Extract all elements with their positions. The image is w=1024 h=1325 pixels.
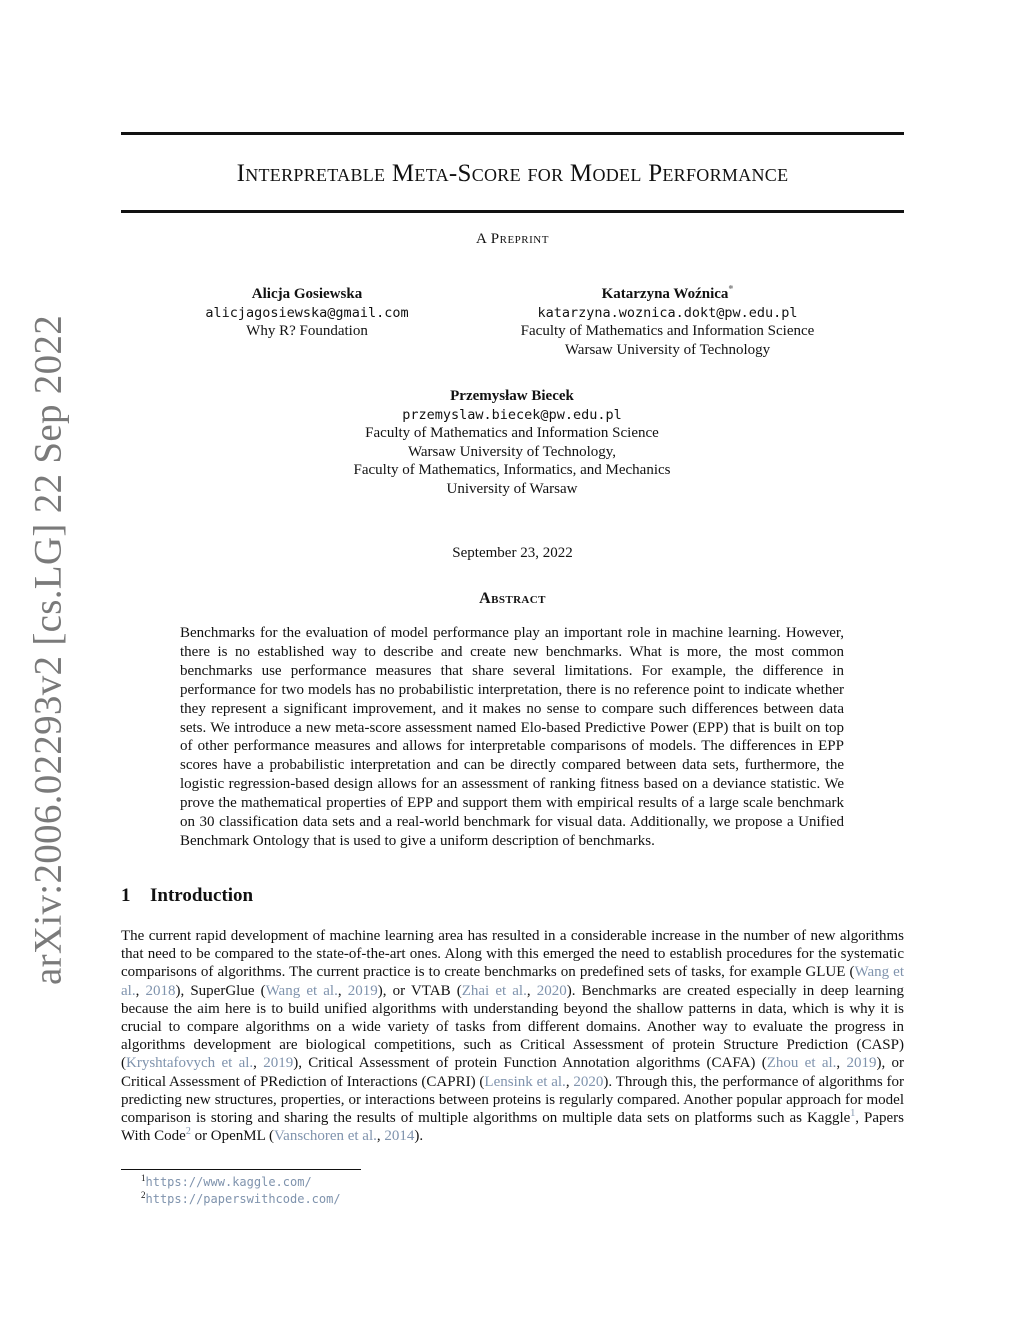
citation-link[interactable]: Wang et al. <box>265 982 338 999</box>
footnote-number: 2 <box>141 1190 146 1200</box>
citation-year-link[interactable]: 2014 <box>384 1128 415 1145</box>
footnote-number: 1 <box>141 1173 146 1183</box>
author-affiliation: Faculty of Mathematics and Information Science <box>520 323 815 339</box>
intro-text: or OpenML ( <box>190 1128 274 1145</box>
intro-text: ), SuperGlue ( <box>175 982 266 999</box>
citation-separator: , <box>526 982 537 999</box>
author-affiliation: Warsaw University of Technology <box>564 341 771 358</box>
intro-text: ), or Critical Assessment of PRediction of Interactions (CAPRI) ( <box>121 1055 904 1090</box>
citation-link[interactable]: Lensink et al. <box>484 1073 566 1090</box>
author-affiliation: Faculty of Mathematics and Information Science <box>365 425 659 441</box>
intro-text: The current rapid development of machine learning area has resulted in a considerable increase in the number of new algorithms that need to be compared to the state-of-the-art ones. Along with this emerged the need to establish procedures for the systematic comparisons of algorithms. The current practice is to create benchmarks on predefined sets of tasks, for example GLUE ( <box>121 928 904 981</box>
author-block <box>312 387 712 498</box>
intro-text: ), or VTAB ( <box>377 982 462 999</box>
publication-date: September 23, 2022 <box>452 545 573 561</box>
citation-separator: , <box>376 1128 385 1145</box>
footnote-rule <box>121 1169 361 1170</box>
footnote-ref[interactable]: 1 <box>850 1108 856 1120</box>
abstract-heading: Abstract <box>479 590 546 607</box>
author-affiliation: Faculty of Mathematics, Informatics, and Mechanics <box>353 462 671 478</box>
citation-separator: , <box>565 1073 574 1090</box>
author-block <box>162 285 452 341</box>
footnote-url[interactable]: https://www.kaggle.com/ <box>145 1175 312 1189</box>
citation-authors: Wang et al. <box>121 964 904 999</box>
citation-separator: , <box>337 982 348 999</box>
arxiv-identifier: arXiv:2006.02293v2 [cs.LG] 22 Sep 2022 <box>26 315 70 985</box>
title-rule-top <box>121 132 904 135</box>
citation-separator: , <box>836 1055 847 1072</box>
author-affiliation: Why R? Foundation <box>246 323 368 339</box>
footnote-url[interactable]: https://paperswithcode.com/ <box>145 1192 341 1206</box>
section-number: 1 <box>121 885 131 906</box>
citation-separator: , <box>135 982 146 999</box>
intro-text: , Papers With Code <box>121 1110 904 1145</box>
author-affiliation: University of Warsaw <box>446 480 578 497</box>
title-rule-bottom <box>121 210 904 213</box>
author-affiliation: Warsaw University of Technology, <box>407 443 617 460</box>
preprint-label: A Preprint <box>476 231 549 247</box>
author-name: Przemysław Biecek <box>450 388 574 404</box>
author-block <box>490 285 845 359</box>
author-name: Alicja Gosiewska <box>251 286 363 302</box>
section-heading <box>121 885 253 907</box>
author-name-line <box>490 285 845 304</box>
footnote-ref[interactable]: 2 <box>185 1126 191 1138</box>
paper-title: Interpretable Meta-Score for Model Performance <box>236 160 789 187</box>
citation-link[interactable]: Zhou et al. <box>766 1055 837 1072</box>
intro-text: ). Benchmarks are created especially in deep learning because the aim here is to build unified algorithms with understanding beyond the shallow patterns in data, which is why it is crucial to compare algorithms on a wide variety of tasks from different domains. Another way to evaluate the progress in algorithms development are biological competitions, such as Critical Assessment of protein Structure Prediction (CASP) ( <box>121 982 904 1072</box>
footnote <box>141 1175 312 1189</box>
section-title: Introduction <box>150 885 254 906</box>
author-email[interactable]: katarzyna.woznica.dokt@pw.edu.pl <box>537 304 798 321</box>
citation-year-link[interactable]: 2019 <box>347 982 378 999</box>
introduction-paragraph <box>121 927 904 1145</box>
author-name: Katarzyna Woźnica <box>601 286 729 302</box>
author-email[interactable]: przemyslaw.biecek@pw.edu.pl <box>402 406 622 423</box>
abstract-text: Benchmarks for the evaluation of model performance play an important role in machine learning. However, there is no established way to describe and create new benchmarks. What is more, the most common benchmarks use performance measures that share several limitations. For example, the difference in performance for two models has no probabilistic interpretation, there is no reference point to indicate whether they represent a significant improvement, and it makes no sense to compare such differences between data sets. We introduce a new meta-score assessment named Elo-based Predictive Power (EPP) that is built on top of other performance measures and allows for interpretable comparisons of models. The differences in EPP scores have a probabilistic interpretation and can be directly compared between data sets, furthermore, the logistic regression-based design allows for an assessment of ranking fitness based on a deviance statistic. We prove the mathematical properties of EPP and support them with empirical results of a large scale benchmark on 30 classification data sets and a real-world benchmark for visual data. Additionally, we propose a Unified Benchmark Ontology that is used to give a uniform description of benchmarks. <box>180 625 844 849</box>
citation-separator: , <box>253 1055 264 1072</box>
citation-year-link[interactable]: 2019 <box>846 1055 877 1072</box>
intro-text: ). <box>414 1128 424 1145</box>
citation-year-link[interactable]: 2020 <box>536 982 567 999</box>
citation-year-link[interactable]: 2020 <box>573 1073 604 1090</box>
citation-link[interactable]: Vanschoren et al. <box>274 1128 377 1145</box>
citation-year-link[interactable]: 2018 <box>145 982 176 999</box>
citation-link[interactable]: Zhai et al. <box>461 982 527 999</box>
author-marker[interactable]: * <box>728 284 734 295</box>
intro-text: ), Critical Assessment of protein Function Annotation algorithms (CAFA) ( <box>293 1055 767 1072</box>
citation-link[interactable]: Kryshtafovych et al. <box>126 1055 254 1072</box>
citation-year-link[interactable]: 2019 <box>263 1055 294 1072</box>
author-email[interactable]: alicjagosiewska@gmail.com <box>205 304 409 321</box>
intro-text: ). Through this, the performance of algorithms for predicting new structures, properties, or interactions between proteins is regularly compared. Another popular approach for model comparison is storing and sharing the results of multiple algorithms on multiple data sets on platforms such as Kaggle <box>121 1073 904 1127</box>
footnote <box>141 1192 341 1206</box>
